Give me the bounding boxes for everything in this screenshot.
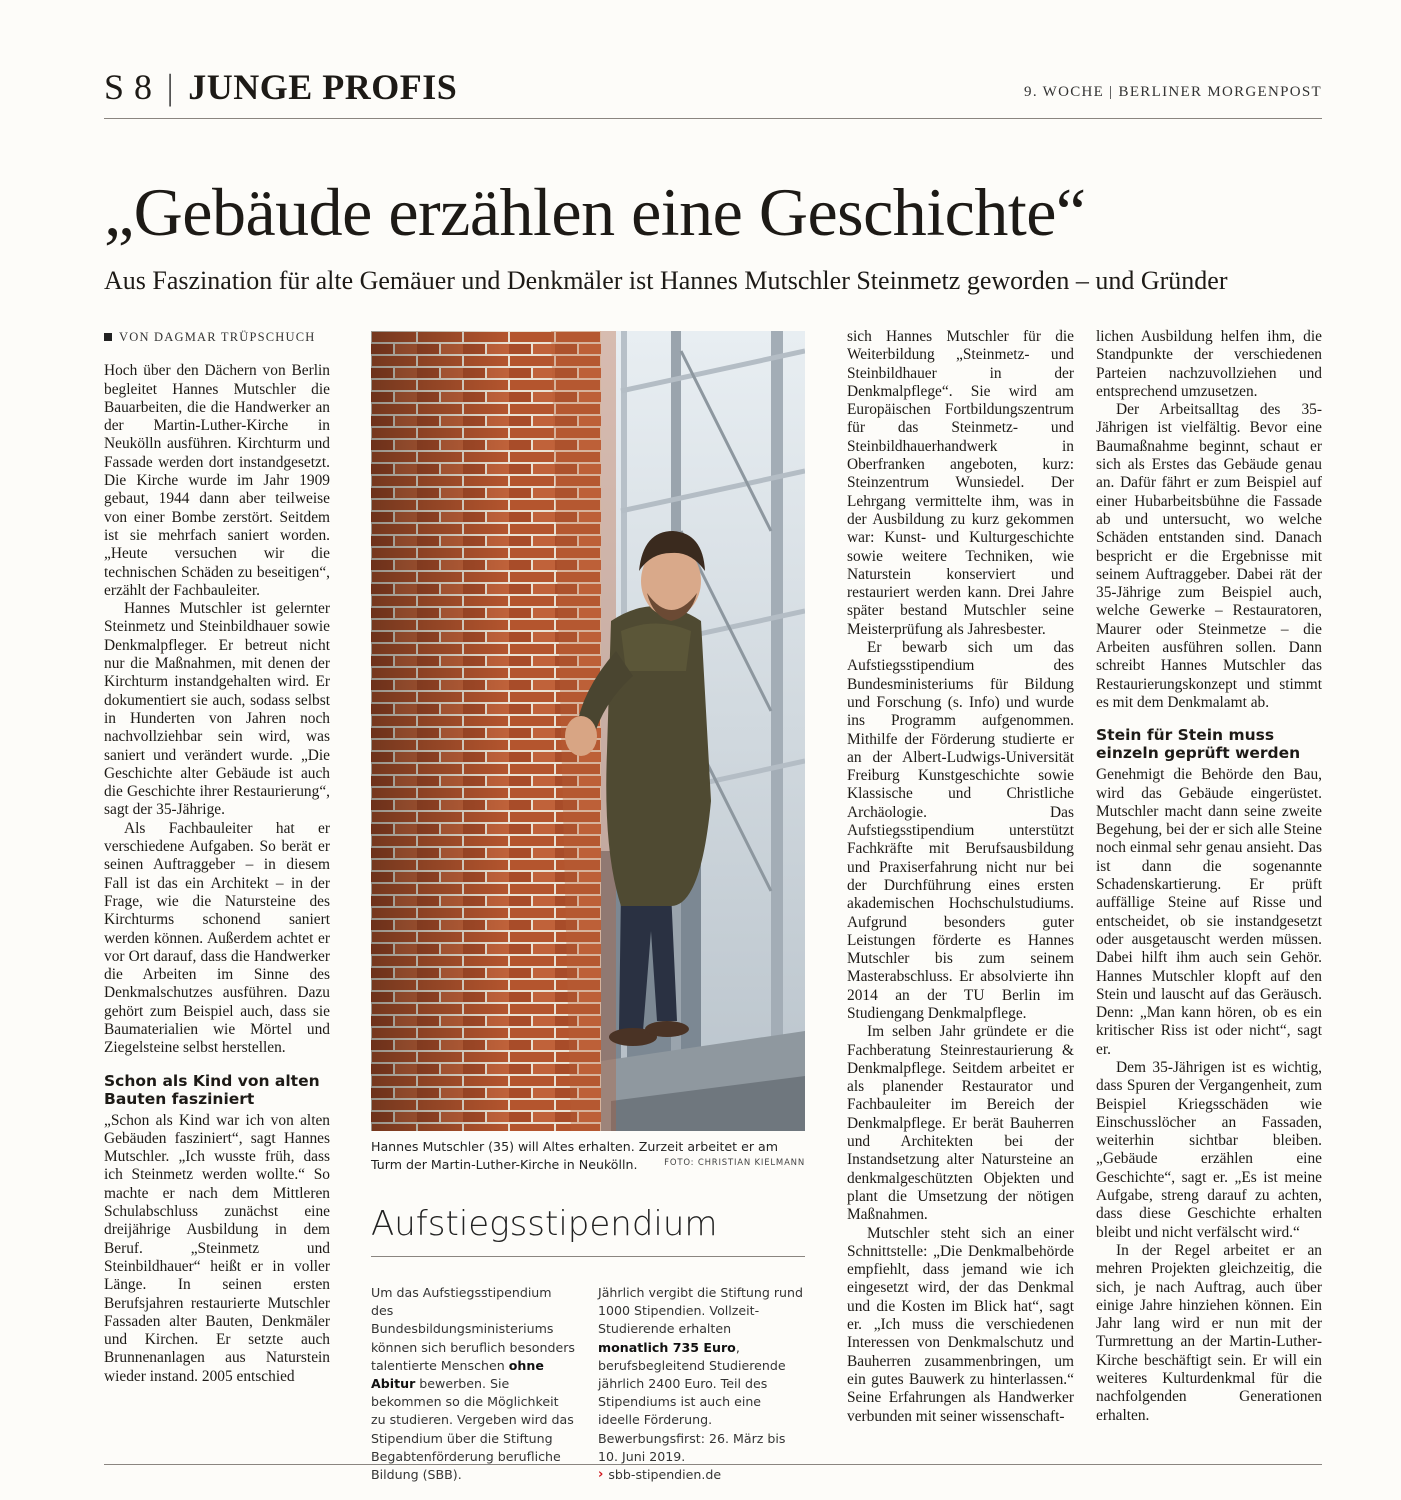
infobox-text: Jährlich vergibt die Stiftung rund 1000 Stipendien. Vollzeit-Studierende erhalten xyxy=(598,1285,804,1337)
paragraph: Genehmigt die Behörde den Bau, wird das Gebäude eingerüstet. Mutschler macht dann seine zweite Begehung, bei der er sich alle Steine noch einmal sehr genau ansieht. Das ist dann die sogenannte Schadenskartierung. Er prüft auffällige Steine auf Risse und entscheidet, ob sie instandgesetzt oder ausgetauscht werden müssen. Dabei hilft ihm auch sein Gehör. Hannes Mutschler klopft auf den Stein und lauscht auf das Geräusch. Denn: „Man kann hören, ob es ein kritischer Riss ist oder nicht“, sagt er. xyxy=(1096,766,1322,1058)
infobox-title: Aufstiegsstipendium xyxy=(371,1204,805,1257)
photo-caption xyxy=(371,1138,805,1174)
paragraph: lichen Ausbildung helfen ihm, die Standpunkte der verschiedenen Parteien nachzuvollziehen und entsprechend umzusetzen. xyxy=(1096,328,1322,400)
author: VON DAGMAR TRÜPSCHUCH xyxy=(119,330,316,344)
paragraph: Er bewarb sich um das Aufstiegsstipendium des Bundesministeriums für Bildung und Forschung (s. Info) und wurde ins Programm aufgenommen. Mithilfe der Förderung studierte er an der Albert-Ludwigs-Universität Freiburg Kunstgeschichte sowie Klassische und Christliche Archäologie. Das Aufstiegsstipendium unterstützt Fachkräfte mit Berufsausbildung und Praxiserfahrung nicht nur bei der Durchführung eines ersten akademischen Hochschulstudiums. Aufgrund besonders guter Leistungen förderte es Hannes Mutschler bis zum seinem Masterabschluss. Er absolvierte ihn 2014 an der TU Berlin im Studiengang Denkmalpflege. xyxy=(847,639,1074,1022)
header-left xyxy=(104,66,457,108)
header-separator: | xyxy=(166,67,175,107)
paragraph: Der Arbeitsalltag des 35-Jährigen ist vielfältig. Bevor eine Baumaßnahme beginnt, schaut er sich als Erstes das Gebäude genau an. Dafür fährt er zum Beispiel auf einer Hubarbeitsbühne die Fassade ab und untersucht, wo welche Schäden entstanden sind. Danach bespricht er die Ergebnisse mit seinem Auftraggeber. Dabei rät der 35-Jährige zum Beispiel auch, welche Gewerke – Restauratoren, Maurer oder Steinmetze – die Arbeiten ausführen sollen. Dann schreibt Hannes Mutschler das Restaurierungskonzept und stimmt es mit dem Denkmalamt ab. xyxy=(1096,401,1322,711)
subheading: Stein für Stein muss einzeln geprüft werden xyxy=(1096,726,1301,763)
byline xyxy=(104,328,330,346)
subheading: Schon als Kind von alten Bauten fasziniert xyxy=(104,1071,320,1108)
paragraph: In der Regel arbeitet er an mehren Projekten gleichzeitig, die sich, je nach Auftrag, auch über einige Jahre hinziehen können. Ein Jahr lang wird er nun mit der Turmrettung an der Martin-Luther-Kirche beschäftigt sein. Er will ein weiteres Kulturdenkmal für die nachfolgenden Generationen erhalten. xyxy=(1096,1241,1322,1424)
paragraph: Hoch über den Dächern von Berlin begleitet Hannes Mutschler die Bauarbeiten, die die Handwerker an der Martin-Luther-Kirche in Neukölln ausführen. Kirchturm und Fassade werden dort instandgesetzt. Die Kirche wurde im Jahr 1909 gebaut, 1944 dann aber teilweise von einer Bombe zerstört. Seitdem ist sie mehrfach saniert worden. „Heute versuchen wir die technischen Schäden zu beseitigen“, erzählt der Fachbauleiter. xyxy=(104,362,330,599)
headline: „Gebäude erzählen eine Geschichte“ xyxy=(104,174,1086,250)
paragraph: Mutschler steht sich an einer Schnittstelle: „Die Denkmalbehörde empfiehlt, dass jemand wie ich eingesetzt wird, der das Denkmal und die Kosten im Blick hat“, sagt er. „Ich muss die verschiedenen Interessen von Denkmalschutz und Bauherren zusammenbringen, um ein gutes Bauwerk zu hinterlassen.“ Seine Erfahrungen als Handwerker verbunden mit seiner wissenschaft- xyxy=(847,1224,1074,1425)
article-column-4 xyxy=(1096,328,1322,1425)
infobox-link[interactable] xyxy=(598,1466,804,1484)
article-column-1 xyxy=(104,328,330,1386)
infobox-emphasis: monatlich 735 Euro xyxy=(598,1339,736,1355)
page-number: S 8 xyxy=(104,67,153,107)
infobox-text: bewerben. Sie bekommen so die Möglichkeit zu studieren. Vergeben wird das Stipendium über die Stiftung Begabtenförderung berufliche Bildung (SBB). xyxy=(371,1376,574,1483)
infobox-text: , berufsbegleitend Studierende jährlich 2400 Euro. Teil des Stipendiums ist auch eine ideelle Förderung. Bewerbungsfirst: 26. März bis 10. Juni 2019. xyxy=(598,1339,786,1464)
article-column-3 xyxy=(847,328,1074,1426)
photo-illustration xyxy=(371,331,805,1131)
chevron-right-icon: › xyxy=(598,1467,604,1483)
paragraph: Als Fachbauleiter hat er verschiedene Aufgaben. So berät er seinen Auftraggeber – in diesem Fall ist das ein Architekt – in der Frage, wie die Natursteine des Kirchturms schonend saniert werden können. Außerdem achtet er vor Ort darauf, dass die Handwerker die Arbeiten im Sinne des Denkmalschutzes ausführen. Dazu gehört zum Beispiel auch, dass sie Baumaterialien wie Mörtel und Ziegelsteine selbst herstellen. xyxy=(104,819,330,1057)
infobox-column-2 xyxy=(598,1284,804,1484)
paragraph: Im selben Jahr gründete er die Fachberatung Steinrestaurierung & Denkmalpflege. Seitdem arbeitet er als planender Restaurator und Fachbauleiter im Bereich der Denkmalpflege. Er berät Bauherren und Architekten bei der Instandsetzung alter Natursteine an denkmalgeschützten Objekten und plant die Umsetzung der nötigen Maßnahmen. xyxy=(847,1023,1074,1224)
bottom-divider xyxy=(104,1464,1322,1465)
infobox-column-1 xyxy=(371,1284,577,1484)
page-header xyxy=(104,64,1322,119)
publication-info: 9. WOCHE | BERLINER MORGENPOST xyxy=(1024,84,1322,100)
paragraph: sich Hannes Mutschler für die Weiterbildung „Steinmetz- und Steinbildhauer in der Denkmalpflege“. Sie wird am Europäischen Fortbildungszentrum für das Steinmetz- und Steinbildhauerhandwerk in Oberfranken angeboten, kurz: Steinzentrum Wunsiedel. Der Lehrgang vermittelte ihm, was in der Ausbildung zu kurz gekommen war: Kunst- und Kulturgeschichte sowie weitere Techniken, wie Naturstein konserviert und restauriert werden kann. Drei Jahre später bestand Mutschler seine Meisterprüfung als Jahresbester. xyxy=(847,328,1074,638)
paragraph: Hannes Mutschler ist gelernter Steinmetz und Steinbildhauer sowie Denkmalpfleger. Er betreut nicht nur die Maßnahmen, mit denen der Kirchturm instandgehalten wird. Er dokumentiert sie auch, sodass selbst in Hunderten von Jahren noch nachvollziehbar sein wird, was saniert und verändert wurde. „Die Geschichte alter Gebäude ist auch die Geschichte ihrer Restaurierung“, sagt der 35-Jährige. xyxy=(104,600,330,819)
paragraph: Dem 35-Jährigen ist es wichtig, dass Spuren der Vergangenheit, zum Beispiel Kriegsschäden wie Einschusslöcher an Fassaden, weiterhin sichtbar bleiben. „Gebäude erzählen eine Geschichte“, sagt er. „Es ist meine Aufgabe, streng darauf zu achten, dass diese Geschichte erhalten bleibt und nicht verfälscht wird.“ xyxy=(1096,1058,1322,1241)
section-title: JUNGE PROFIS xyxy=(188,67,458,107)
infobox-emphasis: ohne Abitur xyxy=(371,1357,544,1392)
link-text[interactable]: sbb-stipendien.de xyxy=(608,1467,722,1483)
byline-square-icon xyxy=(104,333,112,341)
caption-text: Hannes Mutschler (35) will Altes erhalten. Zurzeit arbeitet er am Turm der Martin-Luther-Kirche in Neukölln. xyxy=(371,1139,779,1172)
infobox-text: Um das Aufstiegsstipendium des Bundesbildungsministeriums können sich beruflich besonders talentierte Menschen xyxy=(371,1285,575,1373)
article-photo xyxy=(371,331,805,1131)
photo-credit: FOTO: CHRISTIAN KIELMANN xyxy=(664,1158,805,1168)
paragraph: „Schon als Kind war ich von alten Gebäuden fasziniert“, sagt Hannes Mutschler. „Ich wusste früh, dass ich Steinmetz werden wollte.“ So machte er nach dem Mittleren Schulabschluss zunächst eine dreijährige Ausbildung in dem Beruf. „Steinmetz und Steinbildhauer“ heißt er in voller Länge. In seinen ersten Berufsjahren restaurierte Mutschler Fassaden alter Bauten, Denkmäler und Kirchen. Er setzte auch Brunnenanlagen aus Naturstein wieder instand. 2005 entschied xyxy=(104,1111,330,1385)
subheadline: Aus Faszination für alte Gemäuer und Denkmäler ist Hannes Mutschler Steinmetz geworden – und Gründer xyxy=(104,266,1228,295)
